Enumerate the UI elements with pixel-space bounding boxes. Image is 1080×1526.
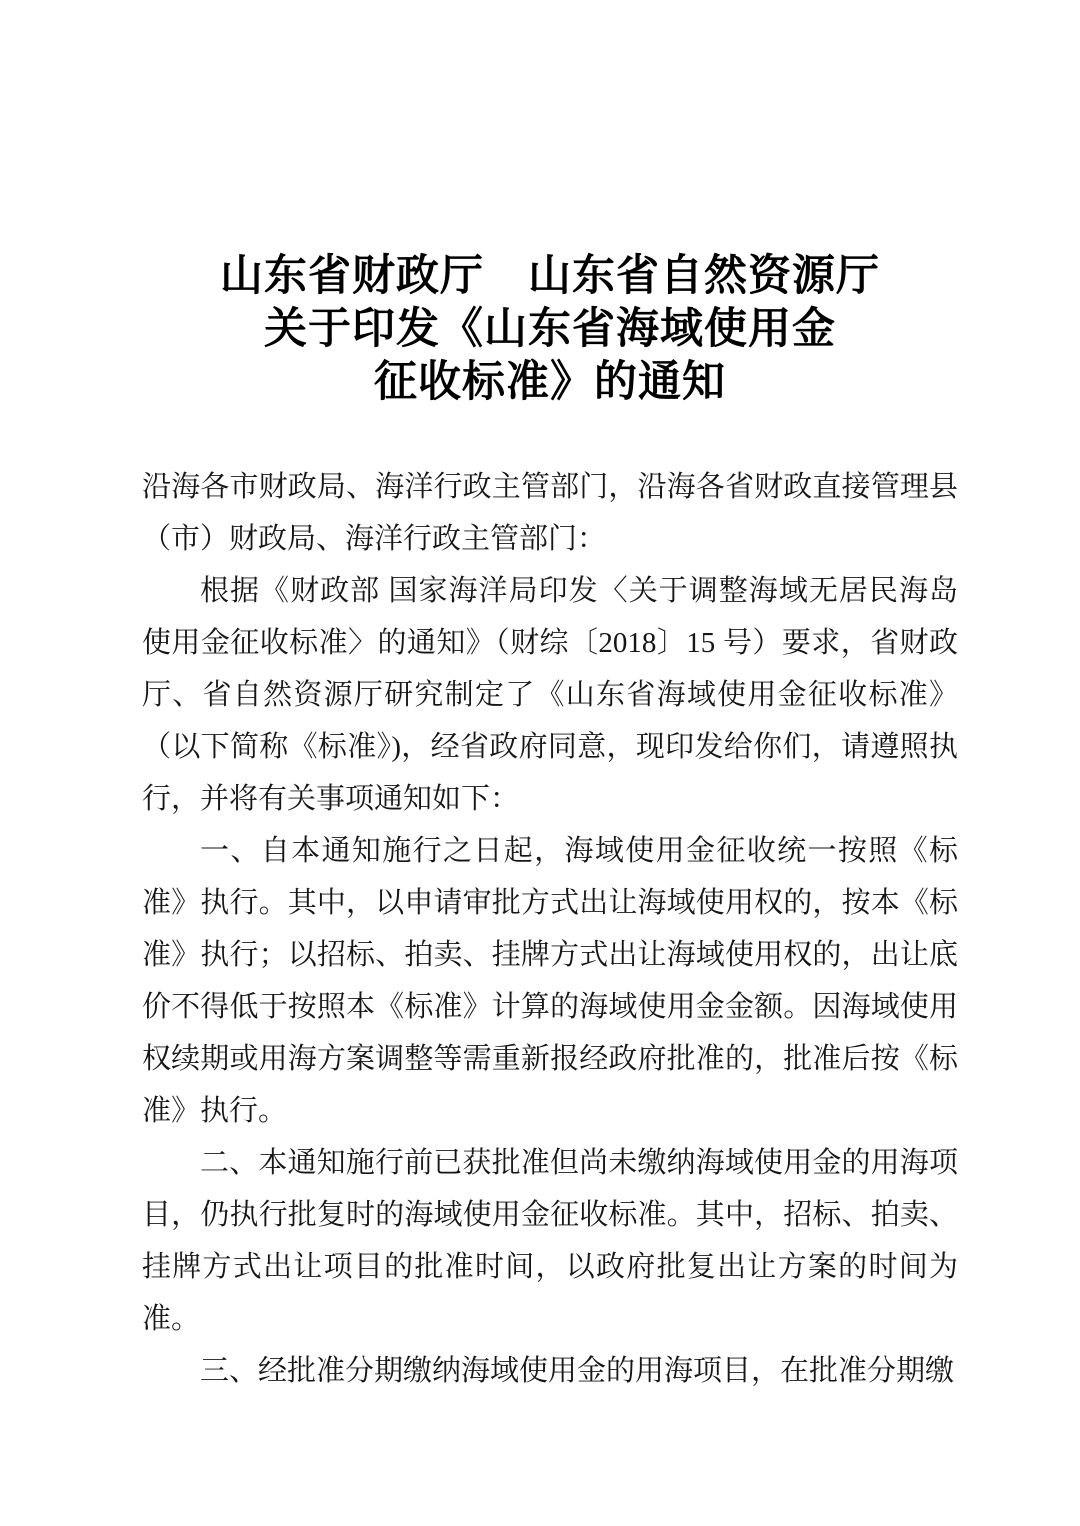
paragraph: 一、自本通知施行之日起，海域使用金征收统一按照《标准》执行。其中，以申请审批方式出让海域使用权的，按本《标准》执行；以招标、拍卖、挂牌方式出让海域使用权的，出让底价不得低于按照本《标准》计算的海域使用金金额。因海域使用权续期或用海方案调整等需重新报经政府批准的，批准后按《标准》执行。 bbox=[142, 835, 958, 1127]
paragraph: 根据《财政部 国家海洋局印发〈关于调整海域无居民海岛使用金征收标准〉的通知》（财综〔2018〕15 号）要求，省财政厅、省自然资源厅研究制定了《山东省海域使用金征收标准》（以下简称《标准》)，经省政府同意，现印发给你们，请遵照执行，并将有关事项通知如下： bbox=[142, 575, 958, 815]
paragraph: 二、本通知施行前已获批准但尚未缴纳海域使用金的用海项目，仍执行批复时的海域使用金征收标准。其中，招标、拍卖、挂牌方式出让项目的批准时间，以政府批复出让方案的时间为准。 bbox=[142, 1147, 958, 1335]
title-line-3: 征收标准》的通知 bbox=[374, 359, 726, 406]
paragraph: 三、经批准分期缴纳海域使用金的用海项目，在批准分期缴 bbox=[200, 1355, 955, 1387]
document-title bbox=[142, 250, 958, 409]
paragraph: 沿海各市财政局、海洋行政主管部门，沿海各省财政直接管理县（市）财政局、海洋行政主管部门： bbox=[142, 471, 958, 555]
title-line-1: 山东省财政厅 山东省自然资源厅 bbox=[220, 253, 880, 300]
title-line-2: 关于印发《山东省海域使用金 bbox=[264, 306, 836, 353]
body-paragraphs bbox=[142, 461, 958, 1397]
